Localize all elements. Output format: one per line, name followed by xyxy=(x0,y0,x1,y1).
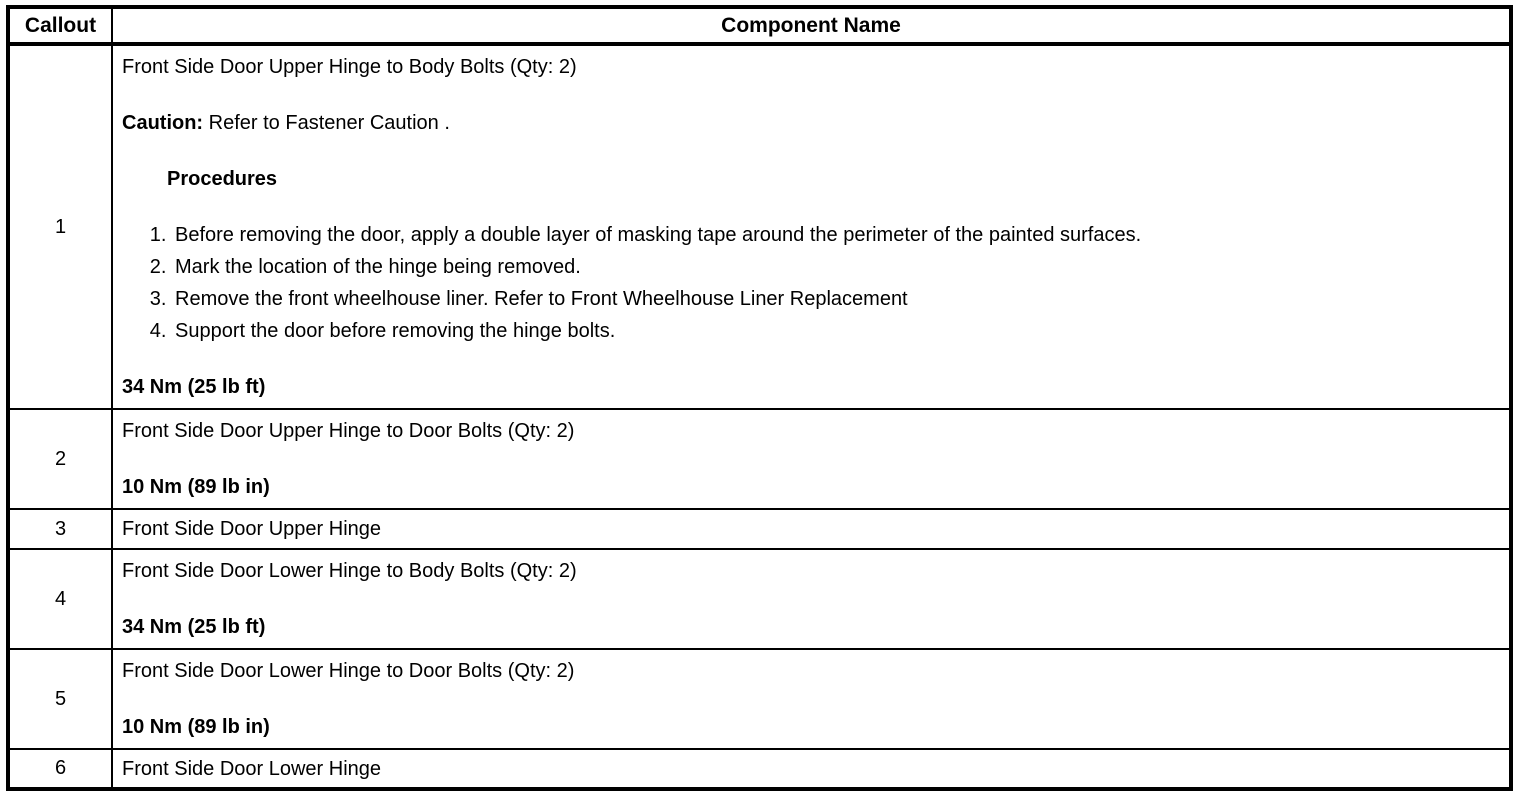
torque-spec: 10 Nm (89 lb in) xyxy=(122,716,270,738)
component-title: Front Side Door Upper Hinge to Door Bolts (Qty: 2) xyxy=(122,420,575,442)
table-row-6 xyxy=(8,749,1511,789)
procedure-step-3: 3. Remove the front wheelhouse liner. Refer to Front Wheelhouse Liner Replacement xyxy=(172,283,1497,315)
torque-spec: 34 Nm (25 lb ft) xyxy=(122,616,266,638)
component-cell xyxy=(112,509,1511,549)
component-callout-table xyxy=(6,5,1513,791)
callout-number: 4 xyxy=(8,549,112,649)
caution-note xyxy=(122,107,1497,139)
component-cell xyxy=(112,44,1511,409)
table-row-2 xyxy=(8,409,1511,509)
callout-column-header: Callout xyxy=(8,7,112,44)
callout-number: 3 xyxy=(8,509,112,549)
component-name-column-header: Component Name xyxy=(112,7,1511,44)
table-row-1 xyxy=(8,44,1511,409)
component-title: Front Side Door Upper Hinge to Body Bolts (Qty: 2) xyxy=(122,56,577,78)
component-title: Front Side Door Lower Hinge to Door Bolts (Qty: 2) xyxy=(122,660,575,682)
table-header xyxy=(8,7,1511,44)
component-cell xyxy=(112,409,1511,509)
callout-number: 5 xyxy=(8,649,112,749)
callout-number: 2 xyxy=(8,409,112,509)
callout-number: 1 xyxy=(8,44,112,409)
caution-label: Caution: xyxy=(122,112,204,134)
callout-number: 6 xyxy=(8,749,112,789)
component-cell xyxy=(112,649,1511,749)
component-title: Front Side Door Lower Hinge to Body Bolts (Qty: 2) xyxy=(122,560,577,582)
procedure-step-4: 4. Support the door before removing the hinge bolts. xyxy=(172,315,1497,347)
torque-spec: 10 Nm (89 lb in) xyxy=(122,476,270,498)
torque-spec: 34 Nm (25 lb ft) xyxy=(122,376,266,398)
table-row-5 xyxy=(8,649,1511,749)
procedures-heading: Procedures xyxy=(167,168,278,190)
component-title: Front Side Door Upper Hinge xyxy=(122,518,382,540)
component-cell xyxy=(112,549,1511,649)
header-row xyxy=(8,7,1511,44)
table-row-3 xyxy=(8,509,1511,549)
procedure-step-2: 2. Mark the location of the hinge being removed. xyxy=(172,251,1497,283)
component-title: Front Side Door Lower Hinge xyxy=(122,757,382,780)
table-row-4 xyxy=(8,549,1511,649)
caution-text: Refer to Fastener Caution . xyxy=(208,112,450,134)
table-body xyxy=(8,44,1511,789)
procedure-step-1: 1. Before removing the door, apply a double layer of masking tape around the perimeter of the painted surfaces. xyxy=(172,219,1497,251)
procedure-steps-list xyxy=(122,219,1497,347)
component-cell xyxy=(112,749,1511,789)
